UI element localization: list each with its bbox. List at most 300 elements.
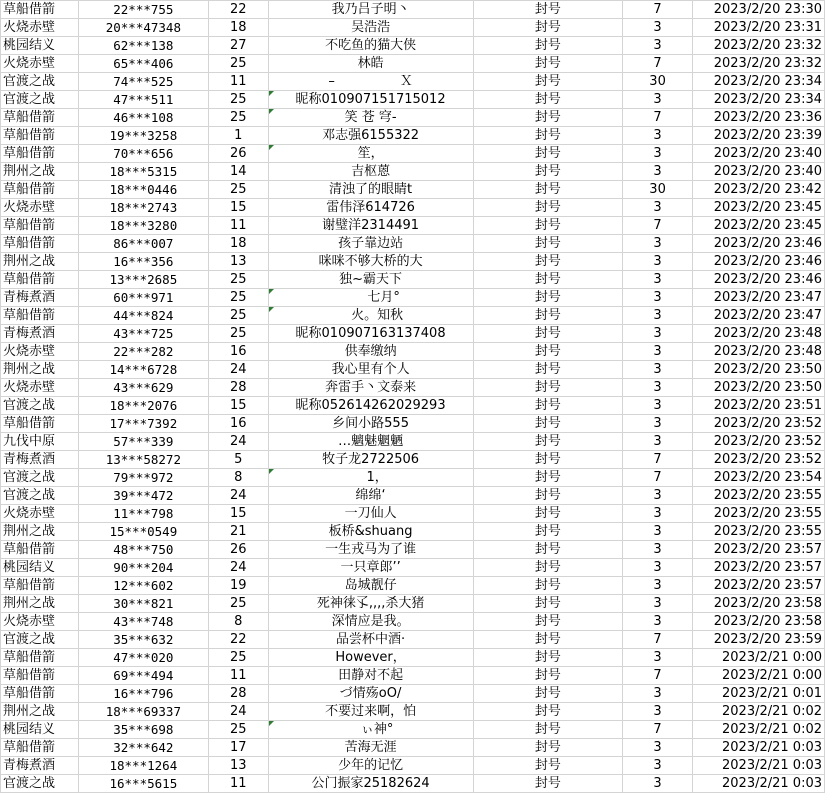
level-cell[interactable] [208, 379, 268, 397]
timestamp-cell[interactable] [693, 289, 825, 307]
level-cell[interactable] [208, 559, 268, 577]
account-id-cell[interactable] [78, 307, 208, 325]
nickname-cell[interactable] [268, 307, 473, 325]
action-cell[interactable] [473, 505, 623, 523]
action-cell[interactable] [473, 253, 623, 271]
nickname-cell[interactable] [268, 109, 473, 127]
battle-cell[interactable] [1, 757, 79, 775]
account-id-cell[interactable] [78, 127, 208, 145]
timestamp-cell[interactable] [693, 595, 825, 613]
nickname-cell[interactable] [268, 505, 473, 523]
timestamp-cell[interactable] [693, 559, 825, 577]
nickname-cell[interactable] [268, 37, 473, 55]
nickname-cell[interactable] [268, 433, 473, 451]
timestamp-cell[interactable] [693, 163, 825, 181]
action-cell[interactable] [473, 19, 623, 37]
battle-cell[interactable] [1, 505, 79, 523]
timestamp-cell[interactable] [693, 271, 825, 289]
battle-cell[interactable] [1, 541, 79, 559]
nickname-cell[interactable] [268, 631, 473, 649]
days-cell[interactable] [623, 613, 693, 631]
battle-cell[interactable] [1, 307, 79, 325]
timestamp-cell[interactable] [693, 199, 825, 217]
timestamp-cell[interactable] [693, 397, 825, 415]
days-cell[interactable] [623, 127, 693, 145]
timestamp-cell[interactable] [693, 325, 825, 343]
days-cell[interactable] [623, 559, 693, 577]
timestamp-cell[interactable] [693, 703, 825, 721]
nickname-cell[interactable] [268, 595, 473, 613]
action-cell[interactable] [473, 163, 623, 181]
account-id-cell[interactable] [78, 361, 208, 379]
days-cell[interactable] [623, 163, 693, 181]
action-cell[interactable] [473, 199, 623, 217]
timestamp-cell[interactable] [693, 19, 825, 37]
battle-cell[interactable] [1, 487, 79, 505]
level-cell[interactable] [208, 55, 268, 73]
days-cell[interactable] [623, 145, 693, 163]
days-cell[interactable] [623, 595, 693, 613]
action-cell[interactable] [473, 631, 623, 649]
timestamp-cell[interactable] [693, 721, 825, 739]
nickname-cell[interactable] [268, 523, 473, 541]
days-cell[interactable] [623, 289, 693, 307]
nickname-cell[interactable] [268, 163, 473, 181]
battle-cell[interactable] [1, 775, 79, 793]
account-id-cell[interactable] [78, 721, 208, 739]
account-id-cell[interactable] [78, 739, 208, 757]
days-cell[interactable] [623, 361, 693, 379]
account-id-cell[interactable] [78, 325, 208, 343]
timestamp-cell[interactable] [693, 775, 825, 793]
account-id-cell[interactable] [78, 289, 208, 307]
account-id-cell[interactable] [78, 37, 208, 55]
days-cell[interactable] [623, 271, 693, 289]
nickname-cell[interactable] [268, 415, 473, 433]
timestamp-cell[interactable] [693, 505, 825, 523]
action-cell[interactable] [473, 595, 623, 613]
days-cell[interactable] [623, 721, 693, 739]
battle-cell[interactable] [1, 703, 79, 721]
level-cell[interactable] [208, 73, 268, 91]
days-cell[interactable] [623, 577, 693, 595]
nickname-cell[interactable] [268, 541, 473, 559]
days-cell[interactable] [623, 451, 693, 469]
level-cell[interactable] [208, 631, 268, 649]
action-cell[interactable] [473, 325, 623, 343]
account-id-cell[interactable] [78, 487, 208, 505]
battle-cell[interactable] [1, 577, 79, 595]
action-cell[interactable] [473, 667, 623, 685]
days-cell[interactable] [623, 379, 693, 397]
battle-cell[interactable] [1, 595, 79, 613]
level-cell[interactable] [208, 505, 268, 523]
level-cell[interactable] [208, 343, 268, 361]
battle-cell[interactable] [1, 649, 79, 667]
days-cell[interactable] [623, 109, 693, 127]
timestamp-cell[interactable] [693, 541, 825, 559]
account-id-cell[interactable] [78, 415, 208, 433]
level-cell[interactable] [208, 253, 268, 271]
action-cell[interactable] [473, 685, 623, 703]
account-id-cell[interactable] [78, 541, 208, 559]
nickname-cell[interactable] [268, 145, 473, 163]
level-cell[interactable] [208, 163, 268, 181]
timestamp-cell[interactable] [693, 235, 825, 253]
timestamp-cell[interactable] [693, 757, 825, 775]
account-id-cell[interactable] [78, 469, 208, 487]
action-cell[interactable] [473, 145, 623, 163]
level-cell[interactable] [208, 37, 268, 55]
level-cell[interactable] [208, 91, 268, 109]
action-cell[interactable] [473, 739, 623, 757]
level-cell[interactable] [208, 109, 268, 127]
action-cell[interactable] [473, 613, 623, 631]
battle-cell[interactable] [1, 451, 79, 469]
nickname-cell[interactable] [268, 559, 473, 577]
account-id-cell[interactable] [78, 199, 208, 217]
timestamp-cell[interactable] [693, 109, 825, 127]
action-cell[interactable] [473, 757, 623, 775]
battle-cell[interactable] [1, 253, 79, 271]
level-cell[interactable] [208, 613, 268, 631]
days-cell[interactable] [623, 55, 693, 73]
action-cell[interactable] [473, 397, 623, 415]
timestamp-cell[interactable] [693, 649, 825, 667]
level-cell[interactable] [208, 433, 268, 451]
battle-cell[interactable] [1, 415, 79, 433]
nickname-cell[interactable] [268, 379, 473, 397]
level-cell[interactable] [208, 721, 268, 739]
level-cell[interactable] [208, 361, 268, 379]
action-cell[interactable] [473, 127, 623, 145]
level-cell[interactable] [208, 703, 268, 721]
account-id-cell[interactable] [78, 217, 208, 235]
account-id-cell[interactable] [78, 433, 208, 451]
battle-cell[interactable] [1, 433, 79, 451]
timestamp-cell[interactable] [693, 379, 825, 397]
nickname-cell[interactable] [268, 703, 473, 721]
battle-cell[interactable] [1, 739, 79, 757]
action-cell[interactable] [473, 235, 623, 253]
account-id-cell[interactable] [78, 775, 208, 793]
level-cell[interactable] [208, 19, 268, 37]
account-id-cell[interactable] [78, 595, 208, 613]
timestamp-cell[interactable] [693, 217, 825, 235]
account-id-cell[interactable] [78, 91, 208, 109]
timestamp-cell[interactable] [693, 685, 825, 703]
account-id-cell[interactable] [78, 145, 208, 163]
account-id-cell[interactable] [78, 163, 208, 181]
battle-cell[interactable] [1, 55, 79, 73]
account-id-cell[interactable] [78, 19, 208, 37]
level-cell[interactable] [208, 523, 268, 541]
nickname-cell[interactable] [268, 1, 473, 19]
days-cell[interactable] [623, 253, 693, 271]
days-cell[interactable] [623, 235, 693, 253]
days-cell[interactable] [623, 343, 693, 361]
level-cell[interactable] [208, 307, 268, 325]
level-cell[interactable] [208, 649, 268, 667]
action-cell[interactable] [473, 1, 623, 19]
action-cell[interactable] [473, 415, 623, 433]
nickname-cell[interactable] [268, 199, 473, 217]
account-id-cell[interactable] [78, 649, 208, 667]
timestamp-cell[interactable] [693, 487, 825, 505]
level-cell[interactable] [208, 739, 268, 757]
timestamp-cell[interactable] [693, 73, 825, 91]
level-cell[interactable] [208, 127, 268, 145]
account-id-cell[interactable] [78, 181, 208, 199]
account-id-cell[interactable] [78, 613, 208, 631]
action-cell[interactable] [473, 523, 623, 541]
battle-cell[interactable] [1, 1, 79, 19]
days-cell[interactable] [623, 397, 693, 415]
level-cell[interactable] [208, 289, 268, 307]
account-id-cell[interactable] [78, 667, 208, 685]
action-cell[interactable] [473, 649, 623, 667]
battle-cell[interactable] [1, 469, 79, 487]
action-cell[interactable] [473, 469, 623, 487]
level-cell[interactable] [208, 217, 268, 235]
battle-cell[interactable] [1, 379, 79, 397]
action-cell[interactable] [473, 379, 623, 397]
nickname-cell[interactable] [268, 577, 473, 595]
days-cell[interactable] [623, 181, 693, 199]
battle-cell[interactable] [1, 631, 79, 649]
battle-cell[interactable] [1, 181, 79, 199]
nickname-cell[interactable] [268, 253, 473, 271]
battle-cell[interactable] [1, 37, 79, 55]
days-cell[interactable] [623, 505, 693, 523]
level-cell[interactable] [208, 487, 268, 505]
nickname-cell[interactable] [268, 487, 473, 505]
nickname-cell[interactable] [268, 19, 473, 37]
account-id-cell[interactable] [78, 757, 208, 775]
days-cell[interactable] [623, 487, 693, 505]
nickname-cell[interactable] [268, 757, 473, 775]
battle-cell[interactable] [1, 91, 79, 109]
days-cell[interactable] [623, 631, 693, 649]
level-cell[interactable] [208, 145, 268, 163]
battle-cell[interactable] [1, 667, 79, 685]
battle-cell[interactable] [1, 613, 79, 631]
level-cell[interactable] [208, 577, 268, 595]
level-cell[interactable] [208, 451, 268, 469]
timestamp-cell[interactable] [693, 91, 825, 109]
nickname-cell[interactable] [268, 739, 473, 757]
nickname-cell[interactable] [268, 775, 473, 793]
days-cell[interactable] [623, 757, 693, 775]
days-cell[interactable] [623, 199, 693, 217]
battle-cell[interactable] [1, 523, 79, 541]
days-cell[interactable] [623, 469, 693, 487]
nickname-cell[interactable] [268, 397, 473, 415]
timestamp-cell[interactable] [693, 37, 825, 55]
account-id-cell[interactable] [78, 523, 208, 541]
account-id-cell[interactable] [78, 343, 208, 361]
nickname-cell[interactable] [268, 289, 473, 307]
nickname-cell[interactable] [268, 91, 473, 109]
account-id-cell[interactable] [78, 577, 208, 595]
action-cell[interactable] [473, 559, 623, 577]
days-cell[interactable] [623, 325, 693, 343]
timestamp-cell[interactable] [693, 415, 825, 433]
nickname-cell[interactable] [268, 361, 473, 379]
timestamp-cell[interactable] [693, 451, 825, 469]
level-cell[interactable] [208, 325, 268, 343]
days-cell[interactable] [623, 703, 693, 721]
days-cell[interactable] [623, 775, 693, 793]
timestamp-cell[interactable] [693, 631, 825, 649]
account-id-cell[interactable] [78, 1, 208, 19]
account-id-cell[interactable] [78, 379, 208, 397]
action-cell[interactable] [473, 73, 623, 91]
action-cell[interactable] [473, 181, 623, 199]
timestamp-cell[interactable] [693, 469, 825, 487]
battle-cell[interactable] [1, 145, 79, 163]
nickname-cell[interactable] [268, 649, 473, 667]
action-cell[interactable] [473, 703, 623, 721]
nickname-cell[interactable] [268, 127, 473, 145]
battle-cell[interactable] [1, 217, 79, 235]
action-cell[interactable] [473, 577, 623, 595]
battle-cell[interactable] [1, 199, 79, 217]
battle-cell[interactable] [1, 163, 79, 181]
timestamp-cell[interactable] [693, 523, 825, 541]
days-cell[interactable] [623, 523, 693, 541]
account-id-cell[interactable] [78, 73, 208, 91]
nickname-cell[interactable] [268, 613, 473, 631]
timestamp-cell[interactable] [693, 1, 825, 19]
action-cell[interactable] [473, 109, 623, 127]
days-cell[interactable] [623, 541, 693, 559]
action-cell[interactable] [473, 775, 623, 793]
days-cell[interactable] [623, 73, 693, 91]
nickname-cell[interactable] [268, 451, 473, 469]
battle-cell[interactable] [1, 721, 79, 739]
action-cell[interactable] [473, 217, 623, 235]
level-cell[interactable] [208, 271, 268, 289]
days-cell[interactable] [623, 433, 693, 451]
days-cell[interactable] [623, 649, 693, 667]
days-cell[interactable] [623, 739, 693, 757]
battle-cell[interactable] [1, 127, 79, 145]
level-cell[interactable] [208, 775, 268, 793]
timestamp-cell[interactable] [693, 181, 825, 199]
level-cell[interactable] [208, 397, 268, 415]
account-id-cell[interactable] [78, 685, 208, 703]
level-cell[interactable] [208, 541, 268, 559]
account-id-cell[interactable] [78, 55, 208, 73]
battle-cell[interactable] [1, 271, 79, 289]
days-cell[interactable] [623, 307, 693, 325]
days-cell[interactable] [623, 1, 693, 19]
level-cell[interactable] [208, 415, 268, 433]
timestamp-cell[interactable] [693, 253, 825, 271]
action-cell[interactable] [473, 451, 623, 469]
timestamp-cell[interactable] [693, 739, 825, 757]
days-cell[interactable] [623, 217, 693, 235]
level-cell[interactable] [208, 595, 268, 613]
timestamp-cell[interactable] [693, 145, 825, 163]
nickname-cell[interactable] [268, 55, 473, 73]
action-cell[interactable] [473, 307, 623, 325]
nickname-cell[interactable] [268, 325, 473, 343]
days-cell[interactable] [623, 37, 693, 55]
account-id-cell[interactable] [78, 235, 208, 253]
timestamp-cell[interactable] [693, 361, 825, 379]
action-cell[interactable] [473, 487, 623, 505]
days-cell[interactable] [623, 415, 693, 433]
level-cell[interactable] [208, 199, 268, 217]
nickname-cell[interactable] [268, 685, 473, 703]
action-cell[interactable] [473, 91, 623, 109]
level-cell[interactable] [208, 181, 268, 199]
battle-cell[interactable] [1, 397, 79, 415]
level-cell[interactable] [208, 469, 268, 487]
nickname-cell[interactable] [268, 667, 473, 685]
action-cell[interactable] [473, 361, 623, 379]
nickname-cell[interactable] [268, 469, 473, 487]
account-id-cell[interactable] [78, 109, 208, 127]
days-cell[interactable] [623, 19, 693, 37]
battle-cell[interactable] [1, 19, 79, 37]
nickname-cell[interactable] [268, 181, 473, 199]
level-cell[interactable] [208, 1, 268, 19]
battle-cell[interactable] [1, 685, 79, 703]
action-cell[interactable] [473, 541, 623, 559]
days-cell[interactable] [623, 91, 693, 109]
level-cell[interactable] [208, 685, 268, 703]
days-cell[interactable] [623, 685, 693, 703]
action-cell[interactable] [473, 55, 623, 73]
timestamp-cell[interactable] [693, 667, 825, 685]
level-cell[interactable] [208, 757, 268, 775]
battle-cell[interactable] [1, 109, 79, 127]
nickname-cell[interactable] [268, 721, 473, 739]
battle-cell[interactable] [1, 73, 79, 91]
account-id-cell[interactable] [78, 631, 208, 649]
timestamp-cell[interactable] [693, 307, 825, 325]
nickname-cell[interactable] [268, 271, 473, 289]
timestamp-cell[interactable] [693, 577, 825, 595]
nickname-cell[interactable] [268, 343, 473, 361]
timestamp-cell[interactable] [693, 343, 825, 361]
battle-cell[interactable] [1, 289, 79, 307]
account-id-cell[interactable] [78, 397, 208, 415]
battle-cell[interactable] [1, 235, 79, 253]
nickname-cell[interactable] [268, 235, 473, 253]
action-cell[interactable] [473, 343, 623, 361]
account-id-cell[interactable] [78, 253, 208, 271]
action-cell[interactable] [473, 271, 623, 289]
account-id-cell[interactable] [78, 451, 208, 469]
timestamp-cell[interactable] [693, 433, 825, 451]
battle-cell[interactable] [1, 559, 79, 577]
action-cell[interactable] [473, 37, 623, 55]
nickname-cell[interactable] [268, 73, 473, 91]
battle-cell[interactable] [1, 325, 79, 343]
level-cell[interactable] [208, 235, 268, 253]
nickname-cell[interactable] [268, 217, 473, 235]
timestamp-cell[interactable] [693, 613, 825, 631]
account-id-cell[interactable] [78, 703, 208, 721]
timestamp-cell[interactable] [693, 55, 825, 73]
level-cell[interactable] [208, 667, 268, 685]
account-id-cell[interactable] [78, 505, 208, 523]
account-id-cell[interactable] [78, 559, 208, 577]
